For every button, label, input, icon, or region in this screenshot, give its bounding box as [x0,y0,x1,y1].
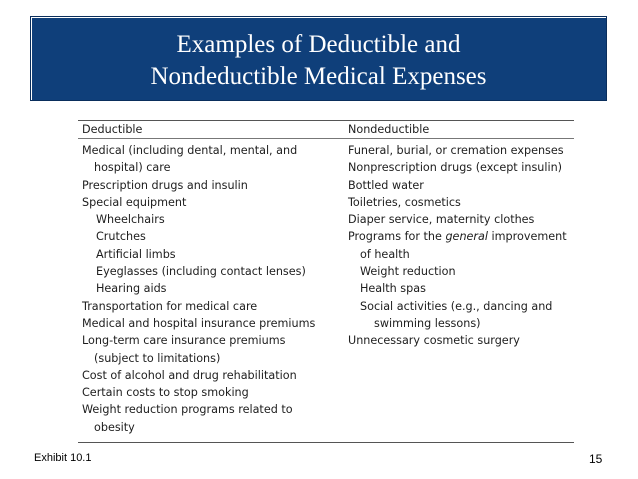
list-item: hospital) care [94,161,171,175]
list-item: Toiletries, cosmetics [348,195,461,209]
table-bottom-rule [78,442,574,443]
list-item: Certain costs to stop smoking [82,386,249,400]
list-item [348,228,574,245]
list-item: Health spas [360,282,426,296]
list-item: Transportation for medical care [82,299,258,313]
list-item: Prescription drugs and insulin [82,178,248,192]
slide-title [30,16,607,101]
list-item-emphasis: general [445,230,488,244]
exhibit-label: Exhibit 10.1 [34,452,92,464]
list-item: Funeral, burial, or cremation expenses [348,144,564,157]
list-item: Wheelchairs [96,213,165,227]
title-line-1: Examples of Deductible and [176,31,461,58]
list-item: Crutches [96,230,146,244]
nondeductible-header: Nondeductible [348,123,430,136]
list-item: Eyeglasses (including contact lenses) [96,265,306,279]
list-item: Bottled water [348,178,424,192]
list-item: Hearing aids [96,282,167,296]
table-top-rule [78,120,574,121]
list-item: Long-term care insurance premiums [82,334,286,348]
list-item: Nonprescription drugs (except insulin) [348,161,563,175]
list-item: swimming lessons) [374,316,481,330]
list-item: (subject to limitations) [94,351,221,365]
deductible-column [82,122,342,436]
list-item: of health [360,247,410,261]
list-item: Cost of alcohol and drug rehabilitation [82,368,297,382]
list-item: Special equipment [82,195,187,209]
list-item-text: Programs for the [348,230,446,244]
list-item: Medical and hospital insurance premiums [82,316,316,330]
deductible-header: Deductible [82,123,143,136]
list-item: Artificial limbs [96,247,176,261]
list-item: Unnecessary cosmetic surgery [348,334,520,348]
list-item-text: improvement [487,230,567,244]
list-item: obesity [94,420,135,434]
list-item: Weight reduction [360,265,456,279]
nondeductible-column [348,122,574,350]
list-item: Social activities (e.g., dancing and [360,299,553,313]
list-item: Diaper service, maternity clothes [348,213,535,227]
list-item: Weight reduction programs related to [82,403,293,417]
page-number: 15 [589,452,603,466]
list-item: Medical (including dental, mental, and [82,144,298,157]
title-line-2: Nondeductible Medical Expenses [150,63,487,90]
